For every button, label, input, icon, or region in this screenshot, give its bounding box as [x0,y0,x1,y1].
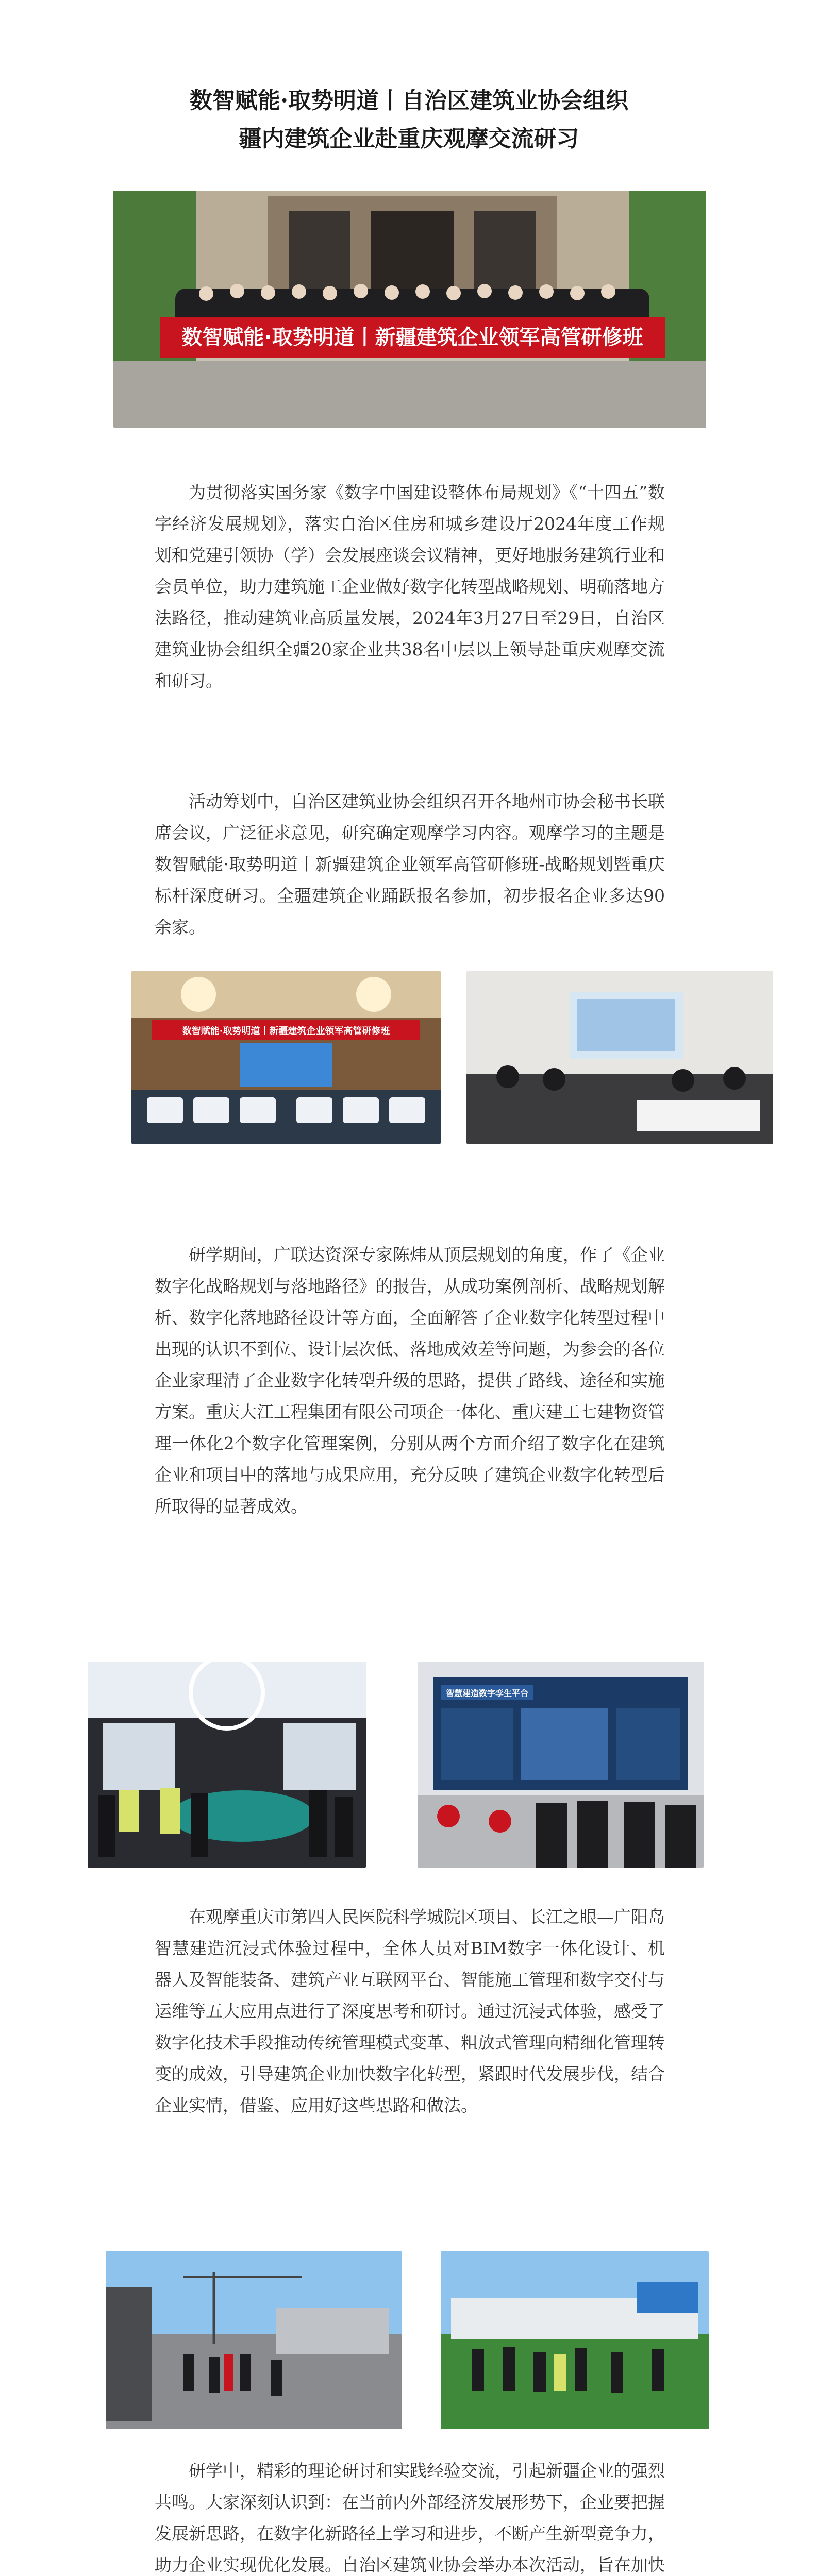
paragraph-1: 为贯彻落实国务家《数字中国建设整体布局规划》《“十四五”数字经济发展规划》，落实自治区住房和城乡建设厅2024年度工作规划和党建引领协（学）会发展座谈会议精神，更好地服务建筑行业和会员单位，助力建筑施工企业做好数字化转型战略规划、明确落地方法路径，推动建筑业高质量发展，2024年3月27日至29日，自治区建筑业协会组织全疆20家企业共38名中层以上领导赴重庆观摩交流和研习。 [155,482,665,691]
paragraph-2: 活动筹划中，自治区建筑业协会组织召开各地州市协会秘书长联席会议，广泛征求意见，研究确定观摩学习内容。观摩学习的主题是数智赋能·取势明道丨新疆建筑企业领军高管研修班-战略规划暨重庆标杆深度研习。全疆建筑企业踊跃报名参加，初步报名企业多达90余家。 [155,791,665,937]
exhibition-hall-photo [88,1662,366,1868]
paragraph-3: 研学期间，广联达资深专家陈炜从顶层规划的角度，作了《企业数字化战略规划与落地路径》的报告，从成功案例剖析、战略规划解析、数字化落地路径设计等方面，全面解答了企业数字化转型过程中出现的认识不到位、设计层次低、落地成效差等问题，为参会的各位企业家理清了企业数字化转型升级的思路，提供了路线、途径和实施方案。重庆大江工程集团有限公司项企一体化、重庆建工七建物资管理一体化2个数字化管理案例，分别从两个方面介绍了数字化在建筑企业和项目中的落地与成果应用，充分反映了建筑企业数字化转型后所取得的显著成效。 [155,1245,665,1516]
article-title [0,82,818,158]
article-title-line-1: 数智赋能·取势明道丨自治区建筑业协会组织 [189,88,629,114]
field-visit-photo [441,2251,709,2429]
group-banner-text: 数智赋能·取势明道丨新疆建筑企业领军高管研修班 [181,326,643,349]
digital-screen-photo [418,1662,704,1868]
classroom-photo [466,971,773,1144]
construction-site-photo [106,2251,402,2429]
article-title-line-2: 疆内建筑企业赴重庆观摩交流研习 [239,126,579,152]
paragraph-4: 在观摩重庆市第四人民医院科学城院区项目、长江之眼—广阳岛智慧建造沉浸式体验过程中，全体人员对BIM数字一体化设计、机器人及智能装备、建筑产业互联网平台、智能施工管理和数字交付与运维等五大应用点进行了深度思考和研讨。通过沉浸式体验，感受了数字化技术手段推动传统管理模式变革、粗放式管理向精细化管理转变的成效，引导建筑企业加快数字化转型，紧跟时代发展步伐，结合企业实情，借鉴、应用好这些思路和做法。 [155,1907,665,2115]
paragraph-5: 研学中，精彩的理论研讨和实践经验交流，引起新疆企业的强烈共鸣。大家深刻认识到：在当前内外部经济发展形势下，企业要把握发展新思路，在数字化新路径上学习和进步，不断产生新型竞争力，助力企业实现优化发展。自治区建筑业协会举办本次活动，旨在加快 [155,2461,665,2575]
group-photo-entrance [113,191,706,428]
lecture-hall-photo [131,971,441,1144]
hall-banner-text: 数智赋能·取势明道丨新疆建筑企业领军高管研修班 [182,1026,390,1037]
screen-title-text: 智慧建造数字孪生平台 [445,1688,529,1698]
